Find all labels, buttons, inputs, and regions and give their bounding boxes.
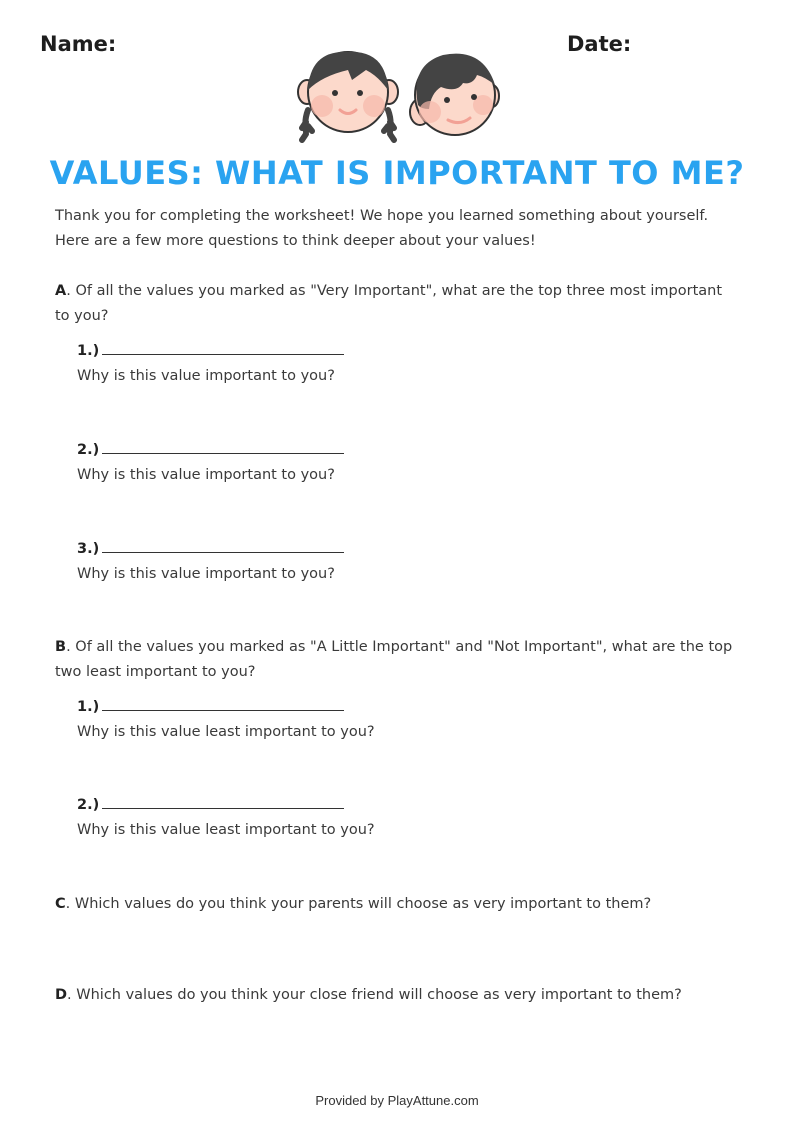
why-prompt: Why is this value least important to you? [77, 822, 375, 838]
answer-blank[interactable] [102, 696, 344, 711]
why-prompt: Why is this value important to you? [77, 368, 335, 384]
answer-blank[interactable] [102, 538, 344, 553]
question-b [55, 635, 732, 685]
question-text: . Which values do you think your parents will choose as very important to them? [65, 896, 652, 912]
answer-a1 [77, 339, 344, 389]
date-label: Date: [567, 32, 632, 56]
answer-number: 2.) [77, 442, 100, 458]
answer-a3 [77, 537, 344, 587]
footer-credit: Provided by PlayAttune.com [315, 1093, 479, 1108]
question-letter: D [55, 987, 68, 1003]
question-c [55, 892, 651, 917]
boy-face-icon [410, 54, 499, 135]
question-letter: C [55, 896, 66, 912]
question-text: two least important to you? [55, 664, 256, 680]
answer-blank[interactable] [102, 794, 344, 809]
question-text: . Of all the values you marked as "Very Important", what are the top three most important [66, 283, 723, 299]
answer-number: 1.) [77, 699, 100, 715]
why-prompt: Why is this value important to you? [77, 566, 335, 582]
question-letter: B [55, 639, 67, 655]
question-text: . Which values do you think your close friend will choose as very important to them? [67, 987, 682, 1003]
question-a [55, 279, 722, 329]
intro-line: Here are a few more questions to think deeper about your values! [55, 233, 536, 249]
question-text: to you? [55, 308, 109, 324]
question-letter: A [55, 283, 67, 299]
answer-blank[interactable] [102, 439, 344, 454]
question-d [55, 983, 682, 1008]
why-prompt: Why is this value important to you? [77, 467, 335, 483]
answer-b1 [77, 695, 375, 745]
answer-number: 1.) [77, 343, 100, 359]
question-text: . Of all the values you marked as "A Little Important" and "Not Important", what are the top [66, 639, 733, 655]
intro-text [55, 204, 708, 254]
answer-blank[interactable] [102, 340, 344, 355]
answer-b2 [77, 793, 375, 843]
page-title: VALUES: WHAT IS IMPORTANT TO ME? [49, 154, 745, 192]
answer-a2 [77, 438, 344, 488]
why-prompt: Why is this value least important to you? [77, 724, 375, 740]
answer-number: 2.) [77, 797, 100, 813]
answer-number: 3.) [77, 541, 100, 557]
name-label: Name: [40, 32, 117, 56]
kids-faces-illustration [290, 50, 505, 150]
intro-line: Thank you for completing the worksheet! We hope you learned something about yourself. [55, 208, 709, 224]
girl-face-icon [298, 52, 398, 140]
